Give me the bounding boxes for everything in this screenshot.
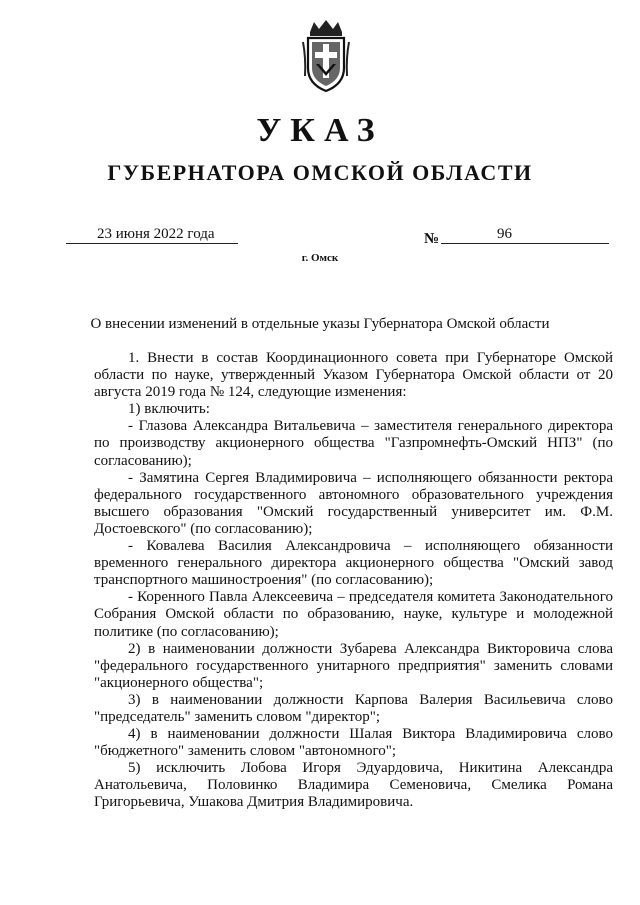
paragraph-zamyatin: - Замятина Сергея Владимировича – исполняющего обязанности ректора федерального государственного автономного образовательного учреждения высшего образования "Омский государственный университет им. Ф.М. Достоевского" (по согласованию); <box>94 469 613 537</box>
paragraph-glazov: - Глазова Александра Витальевича – заместителя генерального директора по производству акционерного общества "Газпромнефть-Омский НПЗ" (по согласованию); <box>94 418 613 469</box>
document-number: 96 <box>497 226 512 242</box>
document-type-title: УКАЗ <box>256 112 384 149</box>
number-sign: № <box>424 231 440 247</box>
document-subject: О внесении изменений в отдельные указы Губернатора Омской области <box>90 316 550 332</box>
paragraph-kovalev: - Ковалева Василия Александровича – исполняющего обязанности временного генерального директора акционерного общества "Омский завод транспортного машиностроения" (по согласованию); <box>94 538 613 589</box>
date-underline <box>66 243 238 244</box>
coat-of-arms-emblem <box>300 18 352 94</box>
number-underline <box>441 243 609 244</box>
paragraph-item-2: 2) в наименовании должности Зубарева Александра Викторовича слова "федерального государственного унитарного предприятия" заменить словами "акционерного общества"; <box>94 640 613 691</box>
paragraph-item-3: 3) в наименовании должности Карпова Валерия Васильевича слово "председатель" заменить словом "директор"; <box>94 691 613 725</box>
issuer-title: ГУБЕРНАТОРА ОМСКОЙ ОБЛАСТИ <box>107 160 533 185</box>
city-label: г. Омск <box>301 252 339 264</box>
paragraph-include: 1) включить: <box>128 401 210 418</box>
document-date: 23 июня 2022 года <box>97 226 215 242</box>
paragraph-item-1: 1. Внести в состав Координационного совета при Губернаторе Омской области по науке, утвержденный Указом Губернатора Омской области от 20 августа 2019 года № 124, следующие изменения: <box>94 350 613 401</box>
document-body <box>94 350 613 812</box>
paragraph-korennoy: - Коренного Павла Алексеевича – председателя комитета Законодательного Собрания Омской области по образованию, науке, культуре и молодежной политике (по согласованию); <box>94 589 613 640</box>
paragraph-item-5: 5) исключить Лобова Игоря Эдуардовича, Никитина Александра Анатольевича, Половинко Владимира Семеновича, Смелика Романа Григорьевича, Ушакова Дмитрия Владимировича. <box>94 760 613 811</box>
paragraph-item-4: 4) в наименовании должности Шалая Виктора Владимировича слово "бюджетного" заменить словом "автономного"; <box>94 726 613 760</box>
